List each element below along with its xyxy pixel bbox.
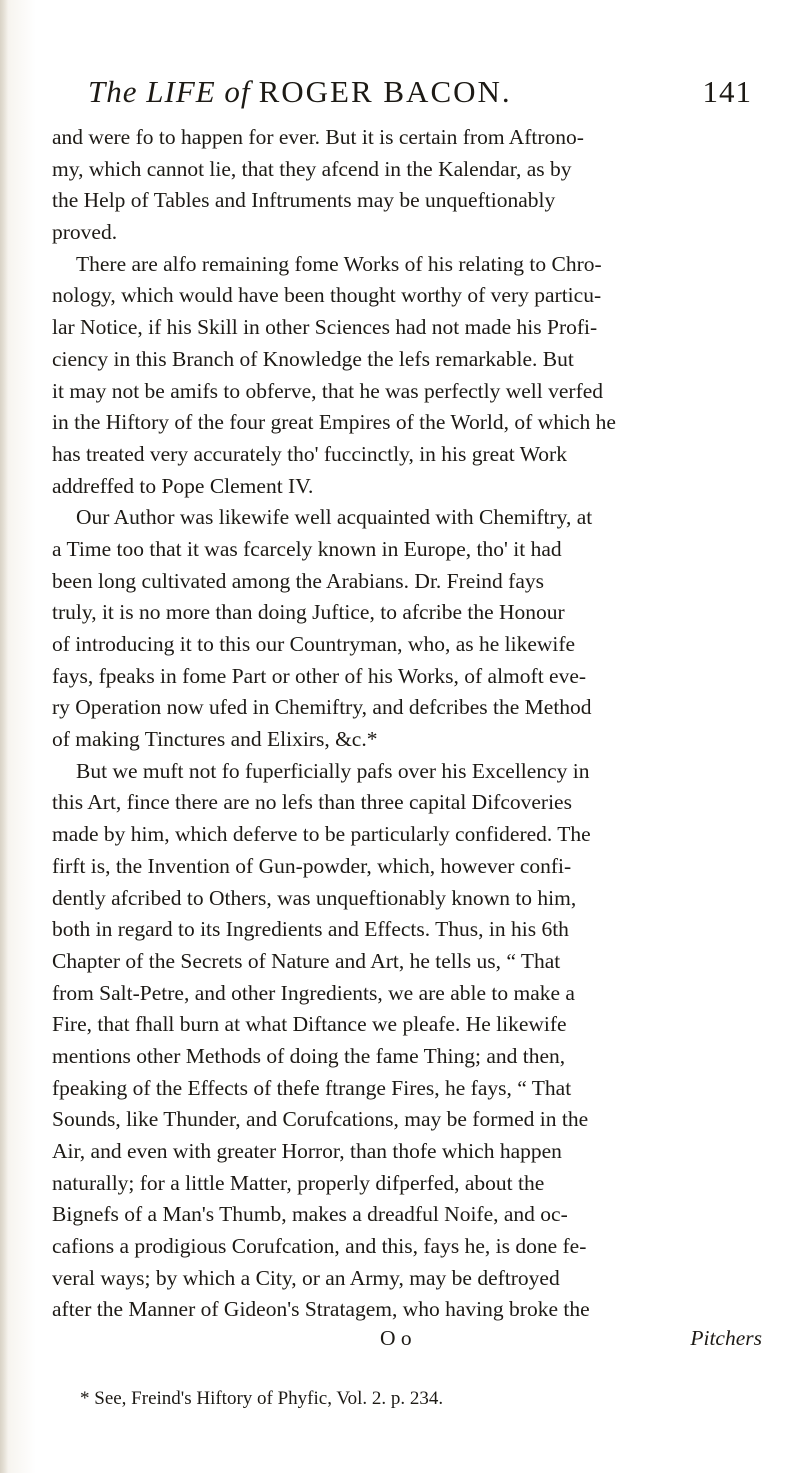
- text-line: from Salt-Petre, and other Ingredients, we are able to make a: [52, 980, 575, 1005]
- gutter-shadow: [0, 0, 8, 1473]
- text-line: nology, which would have been thought worthy of very particu-: [52, 283, 602, 308]
- text-line: the Help of Tables and Inftruments may be unqueftionably: [52, 188, 556, 213]
- text-line: it may not be amifs to obferve, that he was perfectly well verfed: [52, 378, 604, 403]
- text-line: Air, and even with greater Horror, than thofe which happen: [52, 1139, 562, 1163]
- text-line: of making Tinctures and Elixirs, &c.*: [52, 727, 378, 752]
- text-line: after the Manner of Gideon's Stratagem, who having broke the: [52, 1297, 590, 1322]
- text-line: mentions other Methods of doing the fame Thing; and then,: [52, 1043, 566, 1068]
- text-line: both in regard to its Ingredients and Effects. Thus, in his 6th: [52, 917, 569, 942]
- text-line: has treated very accurately tho' fuccinctly, in his great Work: [52, 441, 567, 466]
- paragraph-first-line: Our Author was likewife well acquainted with Chemiftry, at: [76, 505, 593, 530]
- catchword: Pitchers: [690, 1326, 762, 1351]
- text-line: been long cultivated among the Arabians. Dr. Freind fays: [52, 568, 544, 593]
- text-line: a Time too that it was fcarcely known in Europe, tho' it had: [52, 536, 562, 561]
- signature-mark: O o: [380, 1326, 412, 1351]
- text-line: cafions a prodigious Corufcation, and this, fays he, is done fe-: [52, 1234, 587, 1259]
- signature-line: [52, 1326, 762, 1358]
- text-line: Sounds, like Thunder, and Corufcations, may be formed in the: [52, 1107, 589, 1132]
- page-number: 141: [702, 74, 752, 109]
- text-line: and were fo to happen for ever. But it is certain from Aftrono-: [52, 125, 584, 149]
- text-line: Chapter of the Secrets of Nature and Art, he tells us, “ That: [52, 948, 561, 973]
- text-line: truly, it is no more than doing Juftice, to afcribe the Honour: [52, 600, 565, 625]
- text-line: ciency in this Branch of Knowledge the lefs remarkable. But: [52, 346, 574, 371]
- running-head: [88, 68, 752, 116]
- text-line: in the Hiftory of the four great Empires of the World, of which he: [52, 410, 616, 435]
- text-line: naturally; for a little Matter, properly difperfed, about the: [52, 1170, 545, 1195]
- running-head-subject: ROGER BACON.: [258, 74, 512, 109]
- text-line: firft is, the Invention of Gun-powder, which, however confi-: [52, 853, 572, 878]
- paragraph-first-line: There are alfo remaining fome Works of his relating to Chro-: [76, 251, 602, 276]
- paragraph-first-line: But we muft not fo fuperficially pafs over his Excellency in: [76, 758, 590, 783]
- text-line: proved.: [52, 220, 118, 245]
- text-line: dently afcribed to Others, was unqueftionably known to him,: [52, 885, 577, 910]
- text-line: fays, fpeaks in fome Part or other of his Works, of almoft eve-: [52, 663, 587, 688]
- running-head-title: The LIFE of: [88, 74, 251, 109]
- text-line: lar Notice, if his Skill in other Sciences had not made his Profi-: [52, 315, 598, 340]
- text-line: Bignefs of a Man's Thumb, makes a dreadful Noife, and oc-: [52, 1202, 568, 1227]
- footnote: * See, Freind's Hiftory of Phyfic, Vol. 2. p. 234.: [80, 1388, 444, 1409]
- text-line: ry Operation now ufed in Chemiftry, and defcribes the Method: [52, 695, 592, 720]
- text-line: fpeaking of the Effects of thefe ftrange Fires, he fays, “ That: [52, 1075, 572, 1100]
- text-line: this Art, fince there are no lefs than three capital Difcoveries: [52, 790, 572, 815]
- text-line: my, which cannot lie, that they afcend in the Kalendar, as by: [52, 156, 572, 181]
- text-line: Fire, that fhall burn at what Diftance we pleafe. He likewife: [52, 1012, 567, 1037]
- text-line: of introducing it to this our Countryman, who, as he likewife: [52, 632, 576, 656]
- text-line: veral ways; by which a City, or an Army, may be deftroyed: [52, 1265, 560, 1290]
- text-line: addreffed to Pope Clement IV.: [52, 473, 314, 498]
- body-text: [52, 122, 762, 1358]
- text-line: made by him, which deferve to be particularly confidered. The: [52, 822, 591, 847]
